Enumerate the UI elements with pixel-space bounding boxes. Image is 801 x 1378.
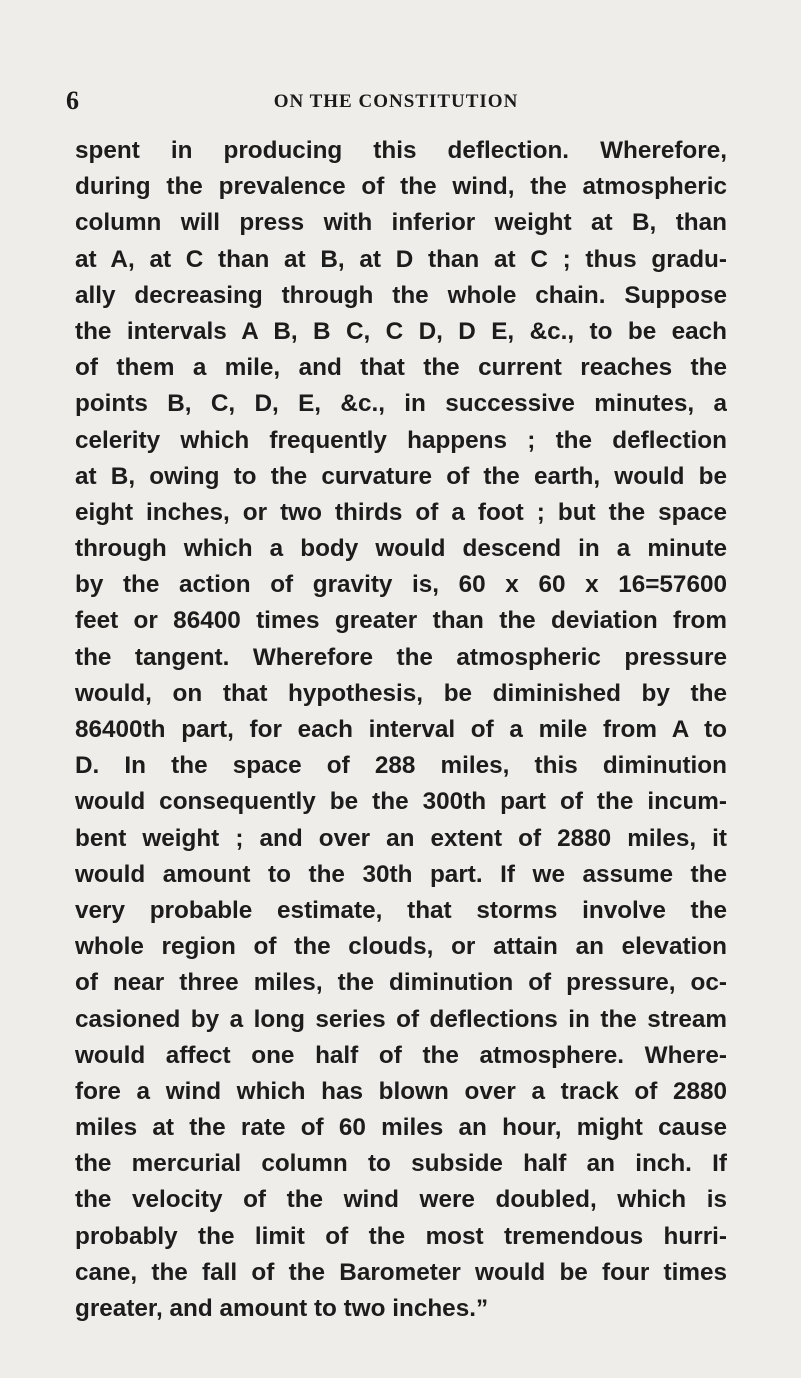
text-line: fore a wind which has blown over a track of 2880 (75, 1077, 727, 1105)
text-line: would consequently be the 300th part of the incum- (75, 788, 727, 816)
text-line: through which a body would descend in a minute (75, 535, 727, 563)
text-line: would affect one half of the atmosphere. Where- (75, 1041, 727, 1069)
text-line: feet or 86400 times greater than the deviation from (75, 607, 727, 635)
text-line: celerity which frequently happens ; the deflection (75, 426, 727, 454)
text-line: eight inches, or two thirds of a foot ; but the space (75, 498, 727, 526)
text-line: by the action of gravity is, 60 x 60 x 16=57600 (75, 571, 727, 599)
text-line: of them a mile, and that the current reaches the (75, 354, 727, 382)
text-line: D. In the space of 288 miles, this diminution (75, 752, 727, 780)
text-line: would amount to the 30th part. If we assume the (75, 860, 727, 888)
running-head: ON THE CONSTITUTION (273, 91, 519, 112)
text-line: points B, C, D, E, &c., in successive minutes, a (75, 390, 727, 418)
text-line: at B, owing to the curvature of the earth, would be (75, 462, 727, 490)
text-line: would, on that hypothesis, be diminished by the (75, 679, 727, 707)
page-number: 6 (66, 86, 79, 115)
text-line: probably the limit of the most tremendous hurri- (75, 1222, 727, 1250)
text-line: spent in producing this deflection. Wherefore, (75, 137, 727, 164)
text-line: the tangent. Wherefore the atmospheric pressure (75, 643, 727, 671)
page-header (66, 86, 726, 116)
text-line: greater, and amount to two inches.” (75, 1295, 489, 1322)
text-line: very probable estimate, that storms involve the (75, 896, 727, 924)
text-line: the mercurial column to subside half an inch. If (75, 1150, 727, 1178)
text-line: column will press with inferior weight at B, than (75, 209, 727, 237)
text-line: cane, the fall of the Barometer would be four times (75, 1258, 727, 1286)
text-line: casioned by a long series of deflections in the stream (75, 1005, 727, 1033)
text-line: 86400th part, for each interval of a mile from A to (75, 716, 727, 743)
text-line: miles at the rate of 60 miles an hour, might cause (75, 1114, 727, 1142)
text-line: the intervals A B, B C, C D, D E, &c., to be each (75, 317, 727, 345)
text-line: whole region of the clouds, or attain an elevation (75, 933, 727, 961)
body-text (75, 133, 727, 1327)
text-line: bent weight ; and over an extent of 2880 miles, it (75, 824, 727, 852)
text-line: at A, at C than at B, at D than at C ; thus gradu- (75, 245, 727, 273)
text-line: of near three miles, the diminution of pressure, oc- (75, 969, 727, 997)
text-line: during the prevalence of the wind, the atmospheric (75, 173, 727, 201)
text-line: ally decreasing through the whole chain. Suppose (75, 281, 727, 309)
text-line: the velocity of the wind were doubled, which is (75, 1186, 727, 1214)
